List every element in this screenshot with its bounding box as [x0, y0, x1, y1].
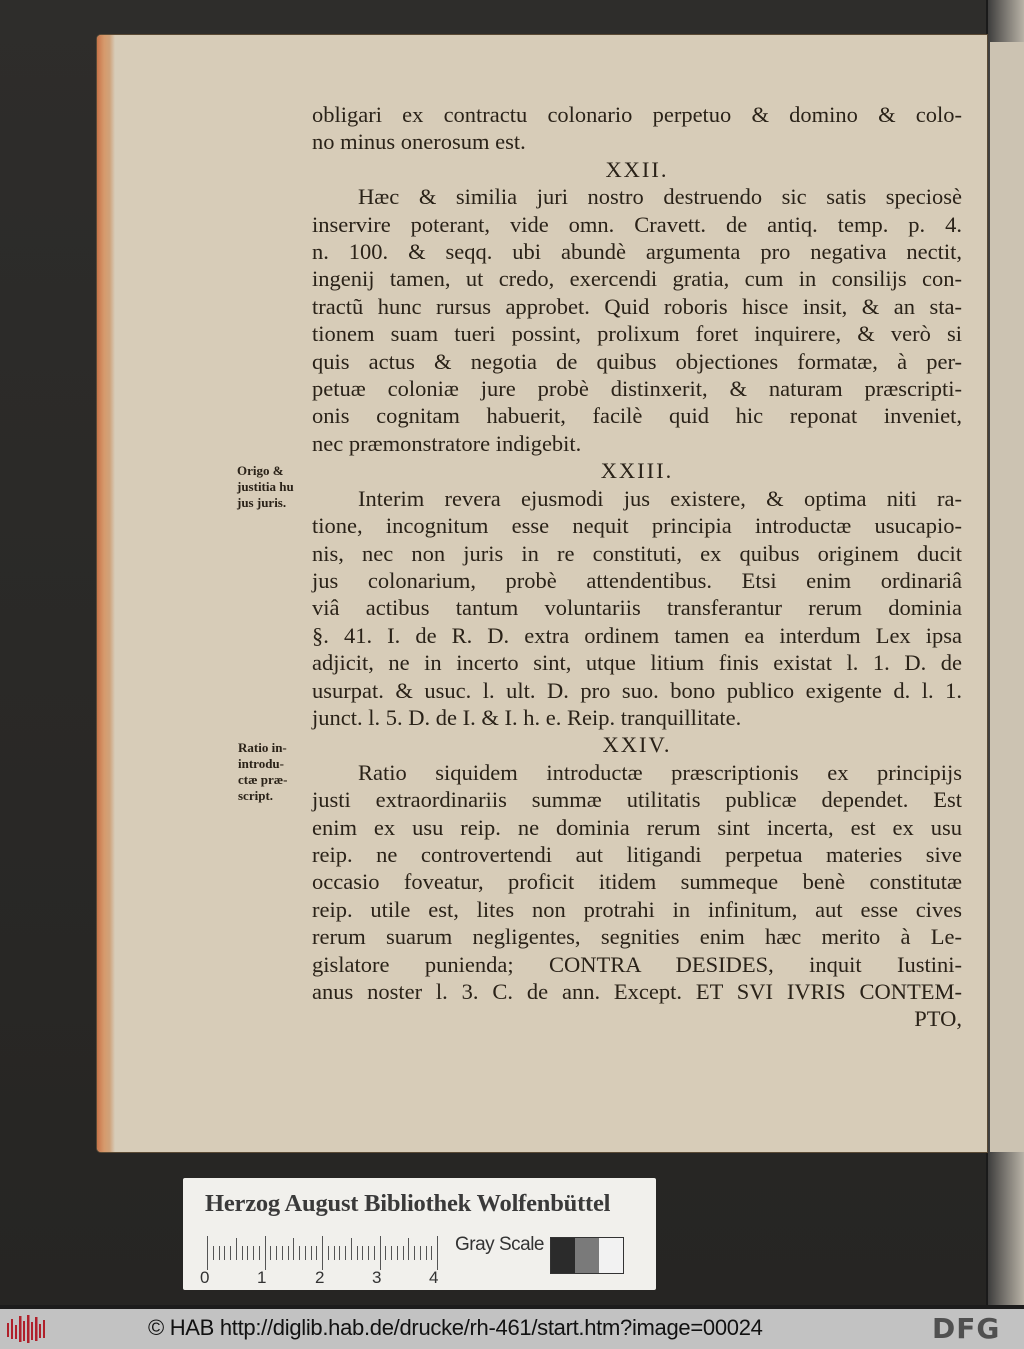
ruler-tick [414, 1246, 415, 1260]
footer-bar [0, 1309, 1024, 1349]
dfg-logo: DFG [932, 1312, 1001, 1345]
text-line: usurpat. & usuc. l. ult. D. pro suo. bono publico exigente d. l. 1. [312, 677, 962, 703]
ruler-label: 1 [257, 1268, 267, 1287]
text-line: no minus onerosum est. [312, 129, 526, 155]
ruler-tick [328, 1246, 329, 1260]
margin-note-line: ctæ præ- [238, 772, 288, 787]
ruler-tick [339, 1246, 340, 1260]
ruler-tick [397, 1246, 398, 1260]
ruler-tick [408, 1238, 409, 1260]
ruler-tick [437, 1236, 438, 1270]
margin-note-origo [237, 463, 294, 511]
ruler-tick [242, 1246, 243, 1260]
ruler-labels [200, 1270, 460, 1290]
color-scale-card [183, 1178, 656, 1290]
copyright-url[interactable]: © HAB http://diglib.hab.de/drucke/rh-461/start.htm?image=00024 [148, 1315, 763, 1340]
ruler-label: 0 [200, 1268, 210, 1287]
text-line: obligari ex contractu colonario perpetuo & domino & colo- [312, 102, 962, 127]
text-line: enim ex usu reip. ne dominia rerum sint incerta, est ex usu [312, 814, 962, 840]
text-line: anus noster l. 3. C. de ann. Except. ET SVI IVRIS CONTEM- [312, 979, 962, 1004]
library-name: Herzog August Bibliothek Wolfenbüttel [205, 1190, 611, 1217]
section-heading-23: XXIII. [600, 458, 674, 484]
gray-scale-label: Gray Scale [455, 1234, 544, 1255]
ruler-tick [420, 1246, 421, 1260]
text-line: ingenij tamen, ut credo, exercendi gratia, cum in consilijs con- [312, 266, 962, 292]
adjacent-page-paper [990, 42, 1024, 1152]
text-line: tionem suam tueri possint, prolixum foret inquirere, & verò si [312, 321, 962, 347]
text-line: petuæ coloniæ jure probè distinxerit, & naturam præscripti- [312, 376, 962, 402]
text-line: viâ actibus tantum voluntariis transferantur rerum dominia [312, 595, 962, 621]
ruler-tick [311, 1246, 312, 1260]
text-line: onis cognitam habuerit, facilè quid hic reponat inveniet, [312, 403, 962, 429]
ruler-tick [322, 1236, 323, 1270]
swatch-dark [551, 1238, 575, 1273]
ruler-tick [334, 1246, 335, 1260]
text-line: nec præmonstratore indigebit. [312, 430, 582, 456]
ruler-tick [362, 1246, 363, 1260]
ruler-tick [403, 1246, 404, 1260]
ruler-tick [431, 1246, 432, 1260]
text-line: Ratio siquidem introductæ præscriptionis ex principijs [358, 759, 962, 785]
gray-scale-swatches [550, 1237, 624, 1274]
text-line: reip. ne controvertendi aut litigandi perpetua materies sive [312, 841, 962, 867]
margin-note-line: justitia hu [237, 479, 294, 494]
text-line: occasio foveatur, proficit itidem summeque benè constitutæ [312, 869, 962, 895]
page-edge [97, 35, 115, 1152]
swatch-mid [575, 1238, 599, 1273]
text-line: nis, nec non juris in re constituti, ex quibus originem ducit [312, 540, 962, 566]
ruler-tick [207, 1236, 208, 1270]
section-heading-22: XXII. [605, 156, 669, 182]
text-line: Hæc & similia juri nostro destruendo sic satis speciosè [358, 184, 962, 210]
ruler-tick [253, 1246, 254, 1260]
ruler-tick [351, 1238, 352, 1260]
ruler-label: 2 [315, 1268, 325, 1287]
margin-note-line: Ratio in- [238, 740, 287, 755]
ruler-tick [299, 1246, 300, 1260]
margin-note-line: script. [238, 788, 274, 803]
ruler-tick [391, 1246, 392, 1260]
ruler-tick [374, 1246, 375, 1260]
catchword: PTO, [914, 1006, 962, 1032]
ruler-tick [276, 1246, 277, 1260]
ruler-tick [247, 1246, 248, 1260]
ruler-tick [380, 1236, 381, 1270]
ruler-tick [265, 1236, 266, 1270]
ruler-tick [259, 1246, 260, 1260]
ruler-tick [230, 1246, 231, 1260]
text-line: quis actus & negotia de quibus objectiones formatæ, à per- [312, 348, 962, 374]
text-line: junct. l. 5. D. de I. & I. h. e. Reip. tranquillitate. [312, 704, 742, 730]
margin-note-line: jus juris. [237, 495, 287, 510]
text-line: justi extraordinariis summæ utilitatis publicæ dependet. Est [312, 787, 962, 813]
ruler-tick [357, 1246, 358, 1260]
ruler-tick [345, 1246, 346, 1260]
ruler-tick [236, 1238, 237, 1260]
ruler-tick [385, 1246, 386, 1260]
text-line: Interim revera ejusmodi jus existere, & optima niti ra- [358, 485, 962, 511]
ruler-tick [316, 1246, 317, 1260]
ruler-tick [368, 1246, 369, 1260]
margin-note-line: Origo & [237, 463, 284, 478]
ruler-label: 4 [429, 1268, 439, 1287]
text-line: tractũ hunc rursus approbet. Quid roboris hisce insit, & an sta- [312, 293, 962, 319]
ruler-tick [270, 1246, 271, 1260]
margin-note-line: introdu- [238, 756, 284, 771]
text-line: tione, incognitum esse nequit principia introductæ usucapio- [312, 513, 962, 539]
margin-note-ratio [238, 740, 287, 804]
ruler-tick [224, 1246, 225, 1260]
ruler-tick [426, 1246, 427, 1260]
text-line: gislatore punienda; CONTRA DESIDES, inquit Iustini- [312, 951, 962, 977]
ruler-label: 3 [372, 1268, 382, 1287]
text-line: rerum suarum negligentes, segnities enim hæc merito à Le- [312, 924, 962, 950]
ruler-tick [282, 1246, 283, 1260]
swatch-light [599, 1238, 623, 1273]
text-line: inservire poterant, vide omn. Cravett. de antiq. temp. p. 4. [312, 211, 962, 237]
section-heading-24: XXIV. [602, 732, 672, 758]
ruler [207, 1234, 439, 1270]
ruler-tick [288, 1246, 289, 1260]
hab-logo-icon [5, 1313, 47, 1345]
ruler-tick [219, 1246, 220, 1260]
book-page [97, 35, 987, 1152]
text-line: jus colonarium, probè attendentibus. Etsi enim ordinariâ [312, 567, 962, 593]
text-line: §. 41. I. de R. D. extra ordinem tamen ea interdum Lex ipsa [312, 622, 962, 648]
text-line: reip. utile est, lites non protrahi in infinitum, aut esse cives [312, 896, 962, 922]
ruler-tick [213, 1246, 214, 1260]
ruler-tick [305, 1246, 306, 1260]
text-line: adjicit, ne in incerto sint, utque litium finis existat l. 1. D. de [312, 650, 962, 676]
page-text [312, 101, 962, 1033]
ruler-tick [293, 1238, 294, 1260]
text-line: n. 100. & seqq. ubi abundè argumenta pro negativa nectit, [312, 239, 962, 265]
